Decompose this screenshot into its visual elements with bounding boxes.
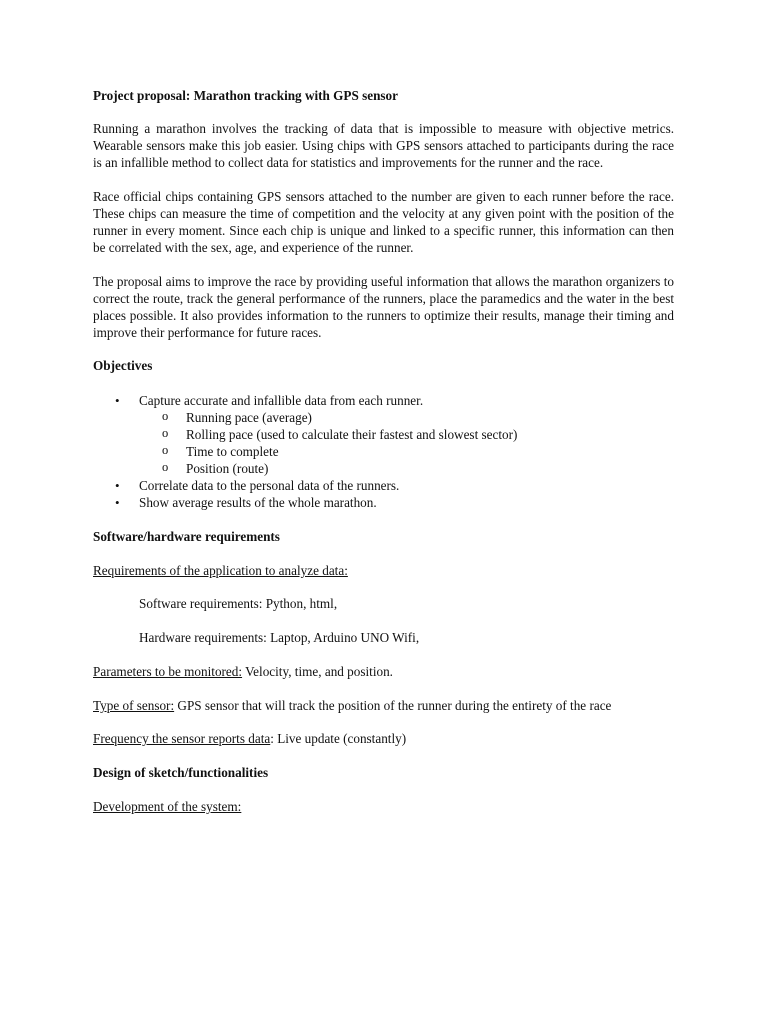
list-item: o Running pace (average) bbox=[139, 409, 674, 426]
document-body bbox=[93, 87, 674, 815]
frequency-label: Frequency the sensor reports data bbox=[93, 731, 271, 746]
list-item: o Position (route) bbox=[139, 460, 674, 477]
intro-paragraph: Running a marathon involves the tracking of data that is impossible to measure with objective metrics. Wearable sensors make this job easier. Using chips with GPS sensors attached to participants during the race is an infallible method to collect data for statistics and improvements for the runner and the race. bbox=[93, 121, 674, 170]
parameters-line bbox=[93, 663, 674, 680]
hardware-requirements: Hardware requirements: Laptop, Arduino UNO Wifi, bbox=[139, 630, 420, 645]
list-item: • Show average results of the whole marathon. bbox=[93, 494, 674, 511]
design-heading: Design of sketch/functionalities bbox=[93, 765, 269, 780]
development-label: Development of the system: bbox=[93, 799, 242, 814]
parameters-label: Parameters to be monitored: bbox=[93, 664, 243, 679]
list-item: • Correlate data to the personal data of the runners. bbox=[93, 477, 674, 494]
software-requirements: Software requirements: Python, html, bbox=[139, 596, 338, 611]
objective-text: Capture accurate and infallible data from each runner. bbox=[139, 393, 424, 408]
frequency-value: : Live update (constantly) bbox=[270, 731, 407, 746]
parameters-value: Velocity, time, and position. bbox=[242, 664, 393, 679]
sensor-line bbox=[93, 697, 674, 714]
document-title: Project proposal: Marathon tracking with GPS sensor bbox=[93, 88, 399, 103]
objectives-list bbox=[93, 392, 674, 511]
requirements-heading: Software/hardware requirements bbox=[93, 529, 280, 544]
chips-paragraph: Race official chips containing GPS sensors attached to the number are given to each runner before the race. These chips can measure the time of competition and the velocity at any given point with the position of the runner in every moment. Since each chip is unique and linked to a specific runner, this information can then be correlated with the sex, age, and experience of the runner. bbox=[93, 189, 674, 255]
sensor-value: GPS sensor that will track the position of the runner during the entirety of the race bbox=[174, 698, 612, 713]
sensor-label: Type of sensor: bbox=[93, 698, 175, 713]
proposal-paragraph: The proposal aims to improve the race by providing useful information that allows the marathon organizers to correct the route, track the general performance of the runners, place the paramedics and the water in the best places possible. It also provides information to the runners to optimize their results, manage their timing and improve their performance for future races. bbox=[93, 274, 674, 340]
app-requirements-label: Requirements of the application to analyze data: bbox=[93, 563, 348, 578]
objectives-heading: Objectives bbox=[93, 358, 153, 373]
list-item bbox=[93, 392, 674, 477]
frequency-line bbox=[93, 730, 674, 747]
objective-sublist bbox=[139, 409, 674, 477]
list-item: o Time to complete bbox=[139, 443, 674, 460]
list-item: o Rolling pace (used to calculate their fastest and slowest sector) bbox=[139, 426, 674, 443]
